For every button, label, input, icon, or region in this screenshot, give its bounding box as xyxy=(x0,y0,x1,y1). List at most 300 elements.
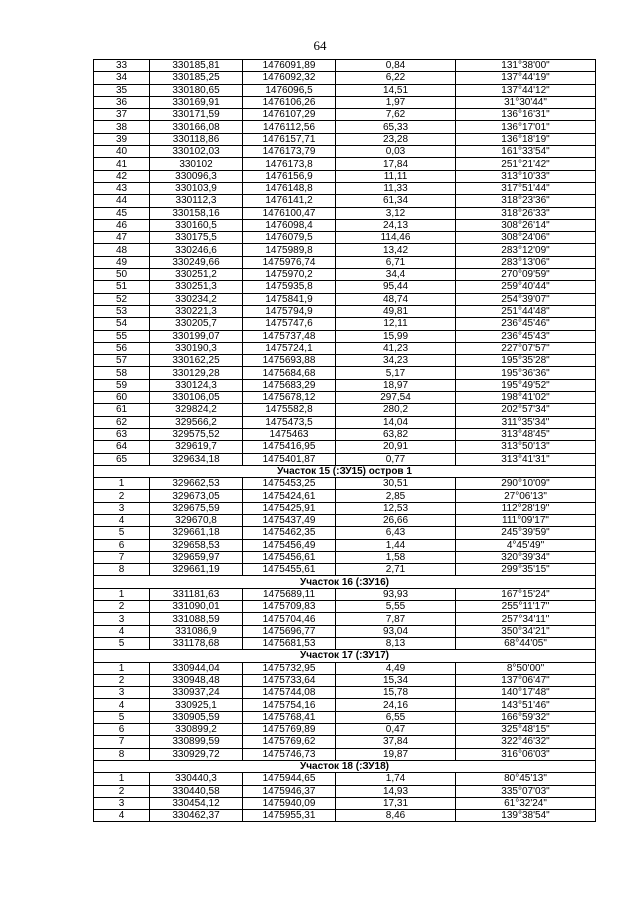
distance-cell: 2,85 xyxy=(336,490,456,502)
y-coordinate-cell: 1476079,5 xyxy=(243,232,336,244)
y-coordinate-cell: 1476156,9 xyxy=(243,170,336,182)
x-coordinate-cell: 330249,66 xyxy=(150,256,243,268)
x-coordinate-cell: 331181,63 xyxy=(150,588,243,600)
point-number-cell: 51 xyxy=(94,281,150,293)
y-coordinate-cell: 1475976,74 xyxy=(243,256,336,268)
point-number-cell: 3 xyxy=(94,502,150,514)
bearing-cell: 31°30'44" xyxy=(456,96,596,108)
bearing-cell: 259°40'44" xyxy=(456,281,596,293)
y-coordinate-cell: 1475747,6 xyxy=(243,318,336,330)
bearing-cell: 111°09'17" xyxy=(456,514,596,526)
distance-cell: 93,04 xyxy=(336,625,456,637)
point-number-cell: 1 xyxy=(94,478,150,490)
table-row xyxy=(94,195,596,207)
y-coordinate-cell: 1475769,89 xyxy=(243,724,336,736)
table-row xyxy=(94,379,596,391)
table-row xyxy=(94,736,596,748)
distance-cell: 0,77 xyxy=(336,453,456,465)
bearing-cell: 136°18'19" xyxy=(456,133,596,145)
y-coordinate-cell: 1475693,88 xyxy=(243,355,336,367)
y-coordinate-cell: 1475437,49 xyxy=(243,514,336,526)
table-row xyxy=(94,207,596,219)
point-number-cell: 40 xyxy=(94,146,150,158)
x-coordinate-cell: 329662,53 xyxy=(150,478,243,490)
x-coordinate-cell: 330221,3 xyxy=(150,305,243,317)
bearing-cell: 166°59'32" xyxy=(456,711,596,723)
distance-cell: 93,93 xyxy=(336,588,456,600)
table-row xyxy=(94,281,596,293)
bearing-cell: 167°15'24" xyxy=(456,588,596,600)
x-coordinate-cell: 330899,2 xyxy=(150,724,243,736)
x-coordinate-cell: 329670,8 xyxy=(150,514,243,526)
x-coordinate-cell: 329658,53 xyxy=(150,539,243,551)
bearing-cell: 313°41'31" xyxy=(456,453,596,465)
table-row xyxy=(94,269,596,281)
point-number-cell: 33 xyxy=(94,60,150,72)
distance-cell: 17,84 xyxy=(336,158,456,170)
y-coordinate-cell: 1475724,1 xyxy=(243,342,336,354)
bearing-cell: 195°36'36" xyxy=(456,367,596,379)
bearing-cell: 202°57'34" xyxy=(456,404,596,416)
point-number-cell: 2 xyxy=(94,674,150,686)
distance-cell: 24,16 xyxy=(336,699,456,711)
distance-cell: 14,04 xyxy=(336,416,456,428)
x-coordinate-cell: 330899,59 xyxy=(150,736,243,748)
distance-cell: 8,13 xyxy=(336,637,456,649)
table-row xyxy=(94,305,596,317)
section-header-row xyxy=(94,760,596,772)
y-coordinate-cell: 1475456,49 xyxy=(243,539,336,551)
point-number-cell: 4 xyxy=(94,514,150,526)
x-coordinate-cell: 330162,25 xyxy=(150,355,243,367)
bearing-cell: 254°39'07" xyxy=(456,293,596,305)
y-coordinate-cell: 1476107,29 xyxy=(243,109,336,121)
distance-cell: 34,4 xyxy=(336,269,456,281)
bearing-cell: 322°46'32" xyxy=(456,736,596,748)
distance-cell: 63,82 xyxy=(336,428,456,440)
point-number-cell: 2 xyxy=(94,601,150,613)
point-number-cell: 4 xyxy=(94,625,150,637)
bearing-cell: 143°51'46" xyxy=(456,699,596,711)
section-title: Участок 18 (:ЗУ18) xyxy=(94,760,596,772)
bearing-cell: 4°45'49" xyxy=(456,539,596,551)
table-row xyxy=(94,453,596,465)
bearing-cell: 313°10'33" xyxy=(456,170,596,182)
y-coordinate-cell: 1475768,41 xyxy=(243,711,336,723)
table-row xyxy=(94,182,596,194)
bearing-cell: 325°48'15" xyxy=(456,724,596,736)
bearing-cell: 236°45'43" xyxy=(456,330,596,342)
table-row xyxy=(94,773,596,785)
distance-cell: 17,31 xyxy=(336,797,456,809)
table-row xyxy=(94,748,596,760)
bearing-cell: 270°09'59" xyxy=(456,269,596,281)
table-row xyxy=(94,810,596,822)
distance-cell: 0,47 xyxy=(336,724,456,736)
distance-cell: 0,84 xyxy=(336,60,456,72)
point-number-cell: 44 xyxy=(94,195,150,207)
x-coordinate-cell: 330106,05 xyxy=(150,392,243,404)
bearing-cell: 227°07'57" xyxy=(456,342,596,354)
table-row xyxy=(94,367,596,379)
point-number-cell: 8 xyxy=(94,564,150,576)
bearing-cell: 61°32'24" xyxy=(456,797,596,809)
distance-cell: 49,81 xyxy=(336,305,456,317)
point-number-cell: 5 xyxy=(94,527,150,539)
bearing-cell: 350°34'21" xyxy=(456,625,596,637)
table-row xyxy=(94,441,596,453)
distance-cell: 6,55 xyxy=(336,711,456,723)
distance-cell: 18,97 xyxy=(336,379,456,391)
distance-cell: 95,44 xyxy=(336,281,456,293)
distance-cell: 12,53 xyxy=(336,502,456,514)
point-number-cell: 59 xyxy=(94,379,150,391)
distance-cell: 14,51 xyxy=(336,84,456,96)
bearing-cell: 320°39'34" xyxy=(456,551,596,563)
table-row xyxy=(94,96,596,108)
y-coordinate-cell: 1475733,64 xyxy=(243,674,336,686)
bearing-cell: 139°38'54" xyxy=(456,810,596,822)
x-coordinate-cell: 329659,97 xyxy=(150,551,243,563)
table-row xyxy=(94,502,596,514)
x-coordinate-cell: 330160,5 xyxy=(150,219,243,231)
bearing-cell: 68°44'05" xyxy=(456,637,596,649)
y-coordinate-cell: 1475709,83 xyxy=(243,601,336,613)
distance-cell: 4,49 xyxy=(336,662,456,674)
table-row xyxy=(94,613,596,625)
y-coordinate-cell: 1475744,08 xyxy=(243,687,336,699)
table-row xyxy=(94,392,596,404)
distance-cell: 1,44 xyxy=(336,539,456,551)
point-number-cell: 4 xyxy=(94,810,150,822)
x-coordinate-cell: 330102,03 xyxy=(150,146,243,158)
y-coordinate-cell: 1476091,89 xyxy=(243,60,336,72)
x-coordinate-cell: 330103,9 xyxy=(150,182,243,194)
x-coordinate-cell: 330462,37 xyxy=(150,810,243,822)
x-coordinate-cell: 330440,3 xyxy=(150,773,243,785)
distance-cell: 1,74 xyxy=(336,773,456,785)
table-row xyxy=(94,564,596,576)
x-coordinate-cell: 329619,7 xyxy=(150,441,243,453)
distance-cell: 24,13 xyxy=(336,219,456,231)
table-row xyxy=(94,342,596,354)
x-coordinate-cell: 330175,5 xyxy=(150,232,243,244)
x-coordinate-cell: 330166,08 xyxy=(150,121,243,133)
point-number-cell: 2 xyxy=(94,785,150,797)
y-coordinate-cell: 1475683,29 xyxy=(243,379,336,391)
distance-cell: 0,03 xyxy=(336,146,456,158)
point-number-cell: 2 xyxy=(94,490,150,502)
section-header-row xyxy=(94,650,596,662)
point-number-cell: 54 xyxy=(94,318,150,330)
bearing-cell: 236°45'46" xyxy=(456,318,596,330)
section-title: Участок 16 (:ЗУ16) xyxy=(94,576,596,588)
table-row xyxy=(94,527,596,539)
x-coordinate-cell: 330251,3 xyxy=(150,281,243,293)
bearing-cell: 161°33'54" xyxy=(456,146,596,158)
bearing-cell: 245°39'59" xyxy=(456,527,596,539)
x-coordinate-cell: 330102 xyxy=(150,158,243,170)
bearing-cell: 283°13'06" xyxy=(456,256,596,268)
point-number-cell: 50 xyxy=(94,269,150,281)
y-coordinate-cell: 1475462,35 xyxy=(243,527,336,539)
bearing-cell: 198°41'02" xyxy=(456,392,596,404)
point-number-cell: 53 xyxy=(94,305,150,317)
bearing-cell: 311°35'34" xyxy=(456,416,596,428)
bearing-cell: 290°10'09" xyxy=(456,478,596,490)
y-coordinate-cell: 1476100,47 xyxy=(243,207,336,219)
point-number-cell: 45 xyxy=(94,207,150,219)
x-coordinate-cell: 329824,2 xyxy=(150,404,243,416)
point-number-cell: 65 xyxy=(94,453,150,465)
distance-cell: 20,91 xyxy=(336,441,456,453)
distance-cell: 6,43 xyxy=(336,527,456,539)
bearing-cell: 137°44'19" xyxy=(456,72,596,84)
x-coordinate-cell: 330905,59 xyxy=(150,711,243,723)
point-number-cell: 64 xyxy=(94,441,150,453)
distance-cell: 37,84 xyxy=(336,736,456,748)
y-coordinate-cell: 1475425,91 xyxy=(243,502,336,514)
bearing-cell: 308°26'14" xyxy=(456,219,596,231)
table-row xyxy=(94,404,596,416)
y-coordinate-cell: 1475684,68 xyxy=(243,367,336,379)
x-coordinate-cell: 330185,25 xyxy=(150,72,243,84)
y-coordinate-cell: 1476096,5 xyxy=(243,84,336,96)
y-coordinate-cell: 1475946,37 xyxy=(243,785,336,797)
x-coordinate-cell: 330944,04 xyxy=(150,662,243,674)
y-coordinate-cell: 1475746,73 xyxy=(243,748,336,760)
y-coordinate-cell: 1476098,4 xyxy=(243,219,336,231)
bearing-cell: 251°21'42" xyxy=(456,158,596,170)
point-number-cell: 41 xyxy=(94,158,150,170)
point-number-cell: 62 xyxy=(94,416,150,428)
distance-cell: 13,42 xyxy=(336,244,456,256)
y-coordinate-cell: 1475970,2 xyxy=(243,269,336,281)
point-number-cell: 60 xyxy=(94,392,150,404)
point-number-cell: 7 xyxy=(94,736,150,748)
y-coordinate-cell: 1475582,8 xyxy=(243,404,336,416)
x-coordinate-cell: 330096,3 xyxy=(150,170,243,182)
distance-cell: 41,23 xyxy=(336,342,456,354)
page-number: 64 xyxy=(313,38,327,53)
point-number-cell: 8 xyxy=(94,748,150,760)
y-coordinate-cell: 1475456,61 xyxy=(243,551,336,563)
y-coordinate-cell: 1475424,61 xyxy=(243,490,336,502)
distance-cell: 11,33 xyxy=(336,182,456,194)
x-coordinate-cell: 330937,24 xyxy=(150,687,243,699)
point-number-cell: 58 xyxy=(94,367,150,379)
distance-cell: 34,23 xyxy=(336,355,456,367)
point-number-cell: 46 xyxy=(94,219,150,231)
point-number-cell: 48 xyxy=(94,244,150,256)
distance-cell: 15,34 xyxy=(336,674,456,686)
y-coordinate-cell: 1475689,11 xyxy=(243,588,336,600)
point-number-cell: 37 xyxy=(94,109,150,121)
table-row xyxy=(94,514,596,526)
x-coordinate-cell: 330440,58 xyxy=(150,785,243,797)
table-row xyxy=(94,687,596,699)
y-coordinate-cell: 1475401,87 xyxy=(243,453,336,465)
distance-cell: 3,12 xyxy=(336,207,456,219)
y-coordinate-cell: 1475416,95 xyxy=(243,441,336,453)
distance-cell: 297,54 xyxy=(336,392,456,404)
distance-cell: 61,34 xyxy=(336,195,456,207)
distance-cell: 1,58 xyxy=(336,551,456,563)
y-coordinate-cell: 1475955,31 xyxy=(243,810,336,822)
table-row xyxy=(94,146,596,158)
distance-cell: 5,17 xyxy=(336,367,456,379)
y-coordinate-cell: 1475769,62 xyxy=(243,736,336,748)
y-coordinate-cell: 1476157,71 xyxy=(243,133,336,145)
y-coordinate-cell: 1475453,25 xyxy=(243,478,336,490)
bearing-cell: 140°17'48" xyxy=(456,687,596,699)
y-coordinate-cell: 1475841,9 xyxy=(243,293,336,305)
table-row xyxy=(94,724,596,736)
y-coordinate-cell: 1475794,9 xyxy=(243,305,336,317)
point-number-cell: 34 xyxy=(94,72,150,84)
point-number-cell: 39 xyxy=(94,133,150,145)
distance-cell: 7,87 xyxy=(336,613,456,625)
point-number-cell: 1 xyxy=(94,773,150,785)
section-header-row xyxy=(94,465,596,477)
point-number-cell: 3 xyxy=(94,687,150,699)
point-number-cell: 36 xyxy=(94,96,150,108)
y-coordinate-cell: 1475940,09 xyxy=(243,797,336,809)
table-row xyxy=(94,219,596,231)
point-number-cell: 1 xyxy=(94,588,150,600)
y-coordinate-cell: 1476106,26 xyxy=(243,96,336,108)
distance-cell: 2,71 xyxy=(336,564,456,576)
bearing-cell: 308°24'06" xyxy=(456,232,596,244)
table-row xyxy=(94,244,596,256)
y-coordinate-cell: 1476148,8 xyxy=(243,182,336,194)
point-number-cell: 5 xyxy=(94,711,150,723)
point-number-cell: 55 xyxy=(94,330,150,342)
x-coordinate-cell: 330251,2 xyxy=(150,269,243,281)
bearing-cell: 8°50'00" xyxy=(456,662,596,674)
table-row xyxy=(94,72,596,84)
distance-cell: 65,33 xyxy=(336,121,456,133)
table-row xyxy=(94,355,596,367)
y-coordinate-cell: 1475732,95 xyxy=(243,662,336,674)
distance-cell: 280,2 xyxy=(336,404,456,416)
table-row xyxy=(94,133,596,145)
point-number-cell: 3 xyxy=(94,797,150,809)
distance-cell: 48,74 xyxy=(336,293,456,305)
distance-cell: 26,66 xyxy=(336,514,456,526)
table-row xyxy=(94,797,596,809)
x-coordinate-cell: 330929,72 xyxy=(150,748,243,760)
section-header-row xyxy=(94,576,596,588)
x-coordinate-cell: 329575,52 xyxy=(150,428,243,440)
y-coordinate-cell: 1475681,53 xyxy=(243,637,336,649)
point-number-cell: 56 xyxy=(94,342,150,354)
bearing-cell: 257°34'11" xyxy=(456,613,596,625)
x-coordinate-cell: 330199,07 xyxy=(150,330,243,342)
x-coordinate-cell: 329673,05 xyxy=(150,490,243,502)
table-row xyxy=(94,158,596,170)
bearing-cell: 27°06'13" xyxy=(456,490,596,502)
x-coordinate-cell: 330925,1 xyxy=(150,699,243,711)
table-row xyxy=(94,256,596,268)
distance-cell: 1,97 xyxy=(336,96,456,108)
table-row xyxy=(94,551,596,563)
point-number-cell: 57 xyxy=(94,355,150,367)
table-row xyxy=(94,416,596,428)
y-coordinate-cell: 1475989,8 xyxy=(243,244,336,256)
table-row xyxy=(94,84,596,96)
y-coordinate-cell: 1475473,5 xyxy=(243,416,336,428)
distance-cell: 15,78 xyxy=(336,687,456,699)
x-coordinate-cell: 331178,68 xyxy=(150,637,243,649)
table-row xyxy=(94,232,596,244)
x-coordinate-cell: 330205,7 xyxy=(150,318,243,330)
y-coordinate-cell: 1475737,48 xyxy=(243,330,336,342)
distance-cell: 7,62 xyxy=(336,109,456,121)
point-number-cell: 61 xyxy=(94,404,150,416)
bearing-cell: 318°26'33" xyxy=(456,207,596,219)
y-coordinate-cell: 1475463 xyxy=(243,428,336,440)
distance-cell: 8,46 xyxy=(336,810,456,822)
point-number-cell: 35 xyxy=(94,84,150,96)
bearing-cell: 112°28'19" xyxy=(456,502,596,514)
distance-cell: 11,11 xyxy=(336,170,456,182)
x-coordinate-cell: 330185,81 xyxy=(150,60,243,72)
coordinates-table xyxy=(93,59,596,822)
point-number-cell: 3 xyxy=(94,613,150,625)
point-number-cell: 1 xyxy=(94,662,150,674)
table-row xyxy=(94,318,596,330)
x-coordinate-cell: 329566,2 xyxy=(150,416,243,428)
point-number-cell: 5 xyxy=(94,637,150,649)
bearing-cell: 137°44'12" xyxy=(456,84,596,96)
bearing-cell: 136°16'31" xyxy=(456,109,596,121)
x-coordinate-cell: 330948,48 xyxy=(150,674,243,686)
distance-cell: 12,11 xyxy=(336,318,456,330)
bearing-cell: 283°12'09" xyxy=(456,244,596,256)
x-coordinate-cell: 330118,86 xyxy=(150,133,243,145)
point-number-cell: 49 xyxy=(94,256,150,268)
x-coordinate-cell: 329675,59 xyxy=(150,502,243,514)
table-row xyxy=(94,625,596,637)
section-title: Участок 15 (:ЗУ15) остров 1 xyxy=(94,465,596,477)
y-coordinate-cell: 1475455,61 xyxy=(243,564,336,576)
x-coordinate-cell: 330171,59 xyxy=(150,109,243,121)
bearing-cell: 335°07'03" xyxy=(456,785,596,797)
y-coordinate-cell: 1475944,65 xyxy=(243,773,336,785)
x-coordinate-cell: 331086,9 xyxy=(150,625,243,637)
point-number-cell: 63 xyxy=(94,428,150,440)
x-coordinate-cell: 330112,3 xyxy=(150,195,243,207)
point-number-cell: 6 xyxy=(94,539,150,551)
bearing-cell: 136°17'01" xyxy=(456,121,596,133)
table-row xyxy=(94,109,596,121)
table-row xyxy=(94,60,596,72)
distance-cell: 15,99 xyxy=(336,330,456,342)
table-row xyxy=(94,293,596,305)
bearing-cell: 317°51'44" xyxy=(456,182,596,194)
x-coordinate-cell: 330234,2 xyxy=(150,293,243,305)
bearing-cell: 316°06'03" xyxy=(456,748,596,760)
point-number-cell: 38 xyxy=(94,121,150,133)
point-number-cell: 4 xyxy=(94,699,150,711)
table-row xyxy=(94,601,596,613)
x-coordinate-cell: 329661,18 xyxy=(150,527,243,539)
bearing-cell: 137°06'47" xyxy=(456,674,596,686)
x-coordinate-cell: 331090,01 xyxy=(150,601,243,613)
x-coordinate-cell: 330246,6 xyxy=(150,244,243,256)
point-number-cell: 43 xyxy=(94,182,150,194)
